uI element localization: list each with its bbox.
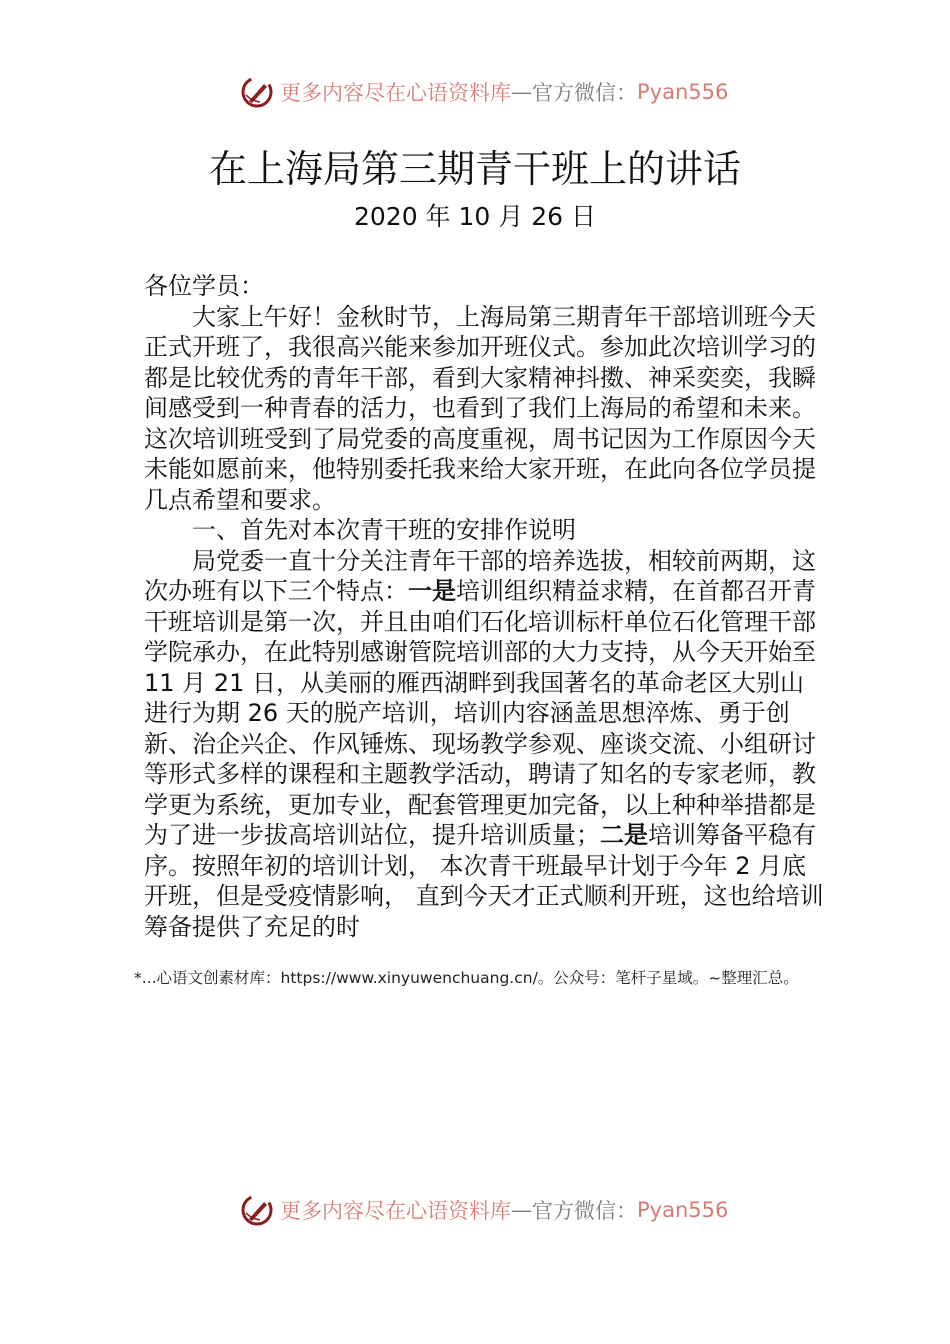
paragraph-text: 培训组织精益求精，在首都召开青干班培训是第一次，并且由咱们石化培训标杆单位石化管理干部学院承办，在此特别感谢管院培训部的大力支持，从今天开始至 11 月 21 日，从美丽的雁西湖畔到我国著名的 [144, 577, 816, 697]
document-body [144, 271, 824, 942]
watermark-header [240, 72, 728, 112]
watermark-footer [240, 1190, 728, 1230]
quill-logo-icon [240, 75, 274, 109]
paragraph-text: 革命老区大别山进行为期 26 天的脱产培训，培训内容涵盖思想淬炼、勇于创新、治企兴企、作风锤炼、现场教学参观、座谈交流、小组研讨等形式多样的课程和主题教学活动，聘请了知名的专家老师，教学更为系统，更加专业，配套管理更加完备，以上种种举措都是为了进一步拔高培训站位，提升培训质量； [144, 668, 816, 849]
watermark-label: 官方微信： [532, 1199, 637, 1223]
paragraph-features [144, 546, 824, 943]
paragraph-text: 局党委一直十分关注青年干部的培养选拔，相较前两期，这次办班有以下三个特点： [144, 546, 816, 605]
watermark-dash: — [511, 1198, 532, 1222]
document-date: 2020 年 10 月 26 日 [354, 202, 596, 231]
salutation: 各位学员： [144, 272, 264, 300]
quill-logo-icon [240, 1193, 274, 1227]
paragraph-intro: 大家上午好！金秋时节，上海局第三期青年干部培训班今天正式开班了，我很高兴能来参加开班仪式。参加此次培训学习的都是比较优秀的青年干部，看到大家精神抖擞、神采奕奕，我瞬间感受到一种青春的活力，也看到了我们上海局的希望和未来。这次培训班受到了局党委的高度重视，周书记因为工作原因今天未能如愿前来，他特别委托我来给大家开班，在此向各位学员提几点希望和要求。 [144, 302, 816, 514]
document-title: 在上海局第三期青干班上的讲话 [208, 147, 741, 191]
watermark-wechat-id: Pyan556 [637, 1198, 729, 1222]
watermark-text: 更多内容尽在心语资料库 [280, 1199, 511, 1223]
bold-point-1: 一是 [408, 577, 456, 605]
paragraph-text: 培训筹备平稳有序。按照年初的培训计划， 本次青干班最早计划于今年 2 月底开班，但是受疫情影响， 直到今天才正式顺利开班，这也给培训筹备提供了充足的时 [144, 821, 824, 941]
watermark-dash: — [511, 80, 532, 104]
footnote: *...心语文创素材库：https://www.xinyuwenchuang.cn/。公众号：笔杆子星域。~整理汇总。 [134, 969, 799, 987]
watermark-wechat-id: Pyan556 [637, 80, 729, 104]
watermark-label: 官方微信： [532, 81, 637, 105]
section-heading-1: 一、首先对本次青干班的安排作说明 [192, 516, 576, 544]
watermark-text: 更多内容尽在心语资料库 [280, 81, 511, 105]
bold-point-2: 二是 [600, 821, 648, 849]
